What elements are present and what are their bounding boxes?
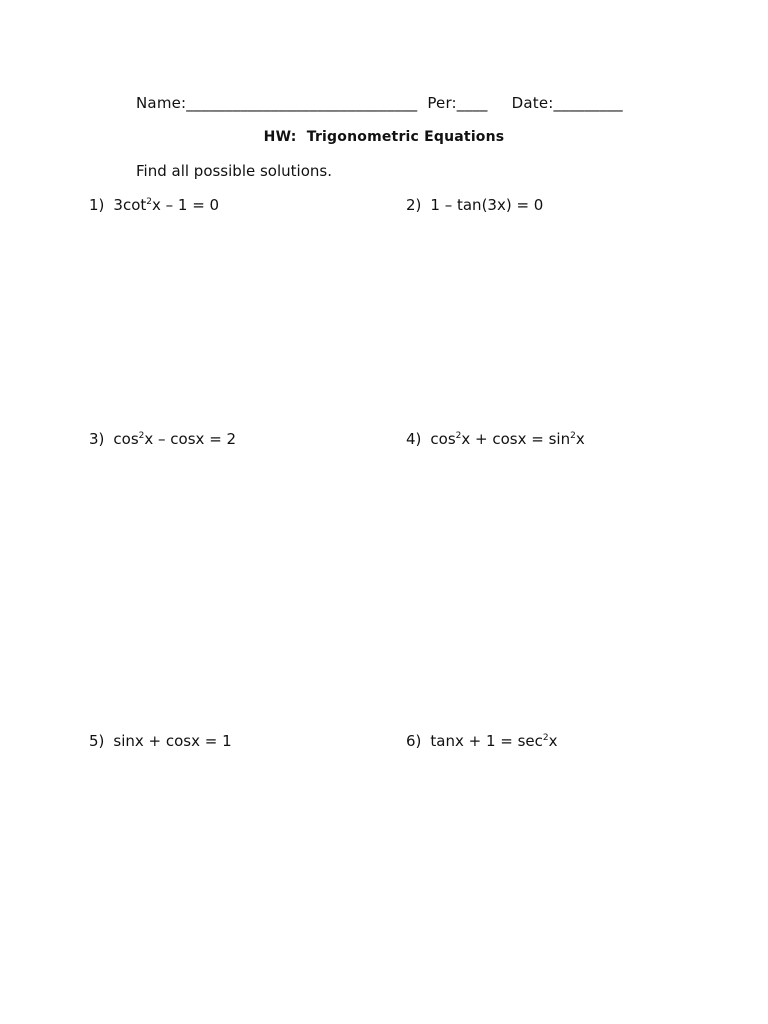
problem-number: 5): [89, 732, 105, 750]
problem-5: [89, 732, 232, 750]
equation-part: 1 – tan(3x) = 0: [430, 196, 544, 214]
equation-part: x: [575, 430, 585, 448]
exponent: 2: [146, 197, 152, 207]
problem-number: 6): [406, 732, 422, 750]
problem-3: [89, 430, 236, 448]
exponent: 2: [570, 431, 576, 441]
problem-number: 1): [89, 196, 105, 214]
exponent: 2: [542, 733, 549, 743]
period-field-label: Per:____: [427, 94, 488, 112]
problem-number: 4): [406, 430, 422, 448]
problem-2: [406, 196, 543, 214]
equation-part: x + cosx = sin: [461, 430, 571, 448]
name-field-label: Name:______________________________: [136, 94, 418, 112]
equation-part: 3cot: [113, 196, 147, 214]
equation-part: x – 1 = 0: [152, 196, 220, 214]
date-field-label: Date:_________: [511, 94, 623, 112]
equation-part: sinx + cosx = 1: [113, 732, 232, 750]
equation-part: cos: [113, 430, 139, 448]
problem-6: [406, 732, 558, 750]
equation-part: x: [548, 732, 558, 750]
exponent: 2: [455, 431, 462, 441]
problem-number: 3): [89, 430, 105, 448]
equation-part: x – cosx = 2: [144, 430, 237, 448]
problem-1: [89, 196, 219, 214]
instructions-text: Find all possible solutions.: [136, 162, 332, 180]
problem-number: 2): [406, 196, 422, 214]
problem-4: [406, 430, 585, 448]
header-line: [136, 94, 623, 112]
equation-part: tanx + 1 = sec: [430, 732, 543, 750]
worksheet-title: HW: Trigonometric Equations: [263, 129, 505, 145]
equation-part: cos: [430, 430, 456, 448]
exponent: 2: [138, 431, 145, 441]
